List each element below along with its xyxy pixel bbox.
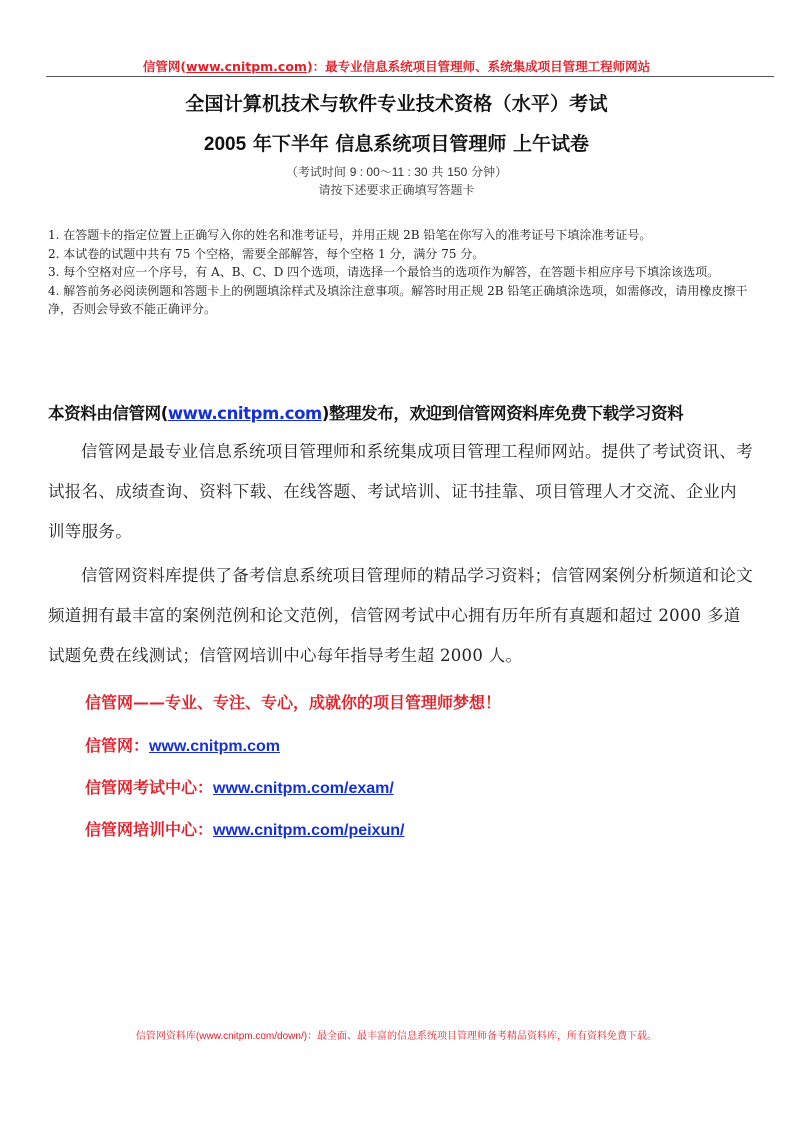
instruction-item: 2. 本试卷的试题中共有 75 个空格，需要全部解答，每个空格 1 分，满分 75 分。 — [48, 246, 485, 261]
exam-time-value: 9 : 00～11 : 30 — [349, 165, 428, 179]
site-home-link[interactable]: www.cnitpm.com — [149, 738, 280, 755]
instruction-item: 3. 每个空格对应一个序号，有 A、B、C、D 四个选项，请选择一个最恰当的选项作为解答，在答题卡相应序号下填涂该选项。 — [48, 265, 720, 279]
training-center-link[interactable]: www.cnitpm.com/peixun/ — [213, 822, 405, 839]
exam-duration: 150 — [447, 165, 468, 179]
instructions-list — [48, 226, 753, 319]
footer-note: 信管网资料库(www.cnitpm.com/down/)：最全面、最丰富的信息系统项目管理师备考精品资料库，所有资料免费下载。 — [135, 1031, 658, 1042]
exam-year: 2005 — [203, 134, 247, 155]
promo-paragraph-2: 信管网资料库提供了备考信息系统项目管理师的精品学习资料；信管网案例分析频道和论文频道拥有最丰富的案例范例和论文范例，信管网考试中心拥有历年所有真题和超过 2000 多道试题免费在线测试；信管网培训中心每年指导考生超 2000 人。 — [48, 566, 753, 665]
header-banner: 信管网(www.cnitpm.com)：最专业信息系统项目管理师、系统集成项目管理工程师网站 — [142, 59, 651, 74]
exam-center-link-row: 信管网考试中心：www.cnitpm.com/exam/ — [85, 778, 394, 797]
exam-instruction: 请按下述要求正确填写答题卡 — [318, 183, 475, 197]
promo-heading: 本资料由信管网(www.cnitpm.com)整理发布，欢迎到信管网资料库免费下载学习资料 — [48, 404, 684, 423]
header-site-link[interactable]: www.cnitpm.com — [186, 59, 307, 74]
promo-slogan: 信管网——专业、专注、专心，成就你的项目管理师梦想！ — [85, 693, 502, 712]
promo-paragraph-1: 信管网是最专业信息系统项目管理师和系统集成项目管理工程师网站。提供了考试资讯、考试报名、成绩查询、资料下载、在线答题、考试培训、证书挂靠、项目管理人才交流、企业内训等服务。 — [48, 442, 753, 541]
header-divider — [46, 76, 774, 77]
instruction-item: 1. 在答题卡的指定位置上正确写入你的姓名和准考证号，并用正规 2B 铅笔在你写入的准考证号下填涂准考证号。 — [48, 228, 652, 242]
exam-info — [0, 163, 793, 199]
instruction-item: 4. 解答前务必阅读例题和答题卡上的例题填涂样式及填涂注意事项。解答时用正规 2B 铅笔正确填涂选项，如需修改，请用橡皮擦干净，否则会导致不能正确评分。 — [48, 283, 748, 316]
exam-time-line: （考试时间 9 : 00～11 : 30 共 150 分钟） — [285, 165, 508, 179]
header-site-name: 信管网 — [142, 59, 181, 74]
exam-center-link[interactable]: www.cnitpm.com/exam/ — [213, 780, 394, 797]
exam-subtitle: 2005 年下半年 信息系统项目管理师 上午试卷 — [203, 133, 590, 155]
promo-heading-link[interactable]: www.cnitpm.com — [167, 404, 322, 423]
header-tagline: ：最专业信息系统项目管理师、系统集成项目管理工程师网站 — [312, 59, 651, 74]
training-center-link-row: 信管网培训中心：www.cnitpm.com/peixun/ — [85, 820, 405, 839]
exam-title: 全国计算机技术与软件专业技术资格（水平）考试 — [185, 93, 608, 115]
footer-link[interactable]: (www.cnitpm.com/down/) — [195, 1031, 308, 1042]
site-link-row: 信管网：www.cnitpm.com — [85, 736, 280, 755]
